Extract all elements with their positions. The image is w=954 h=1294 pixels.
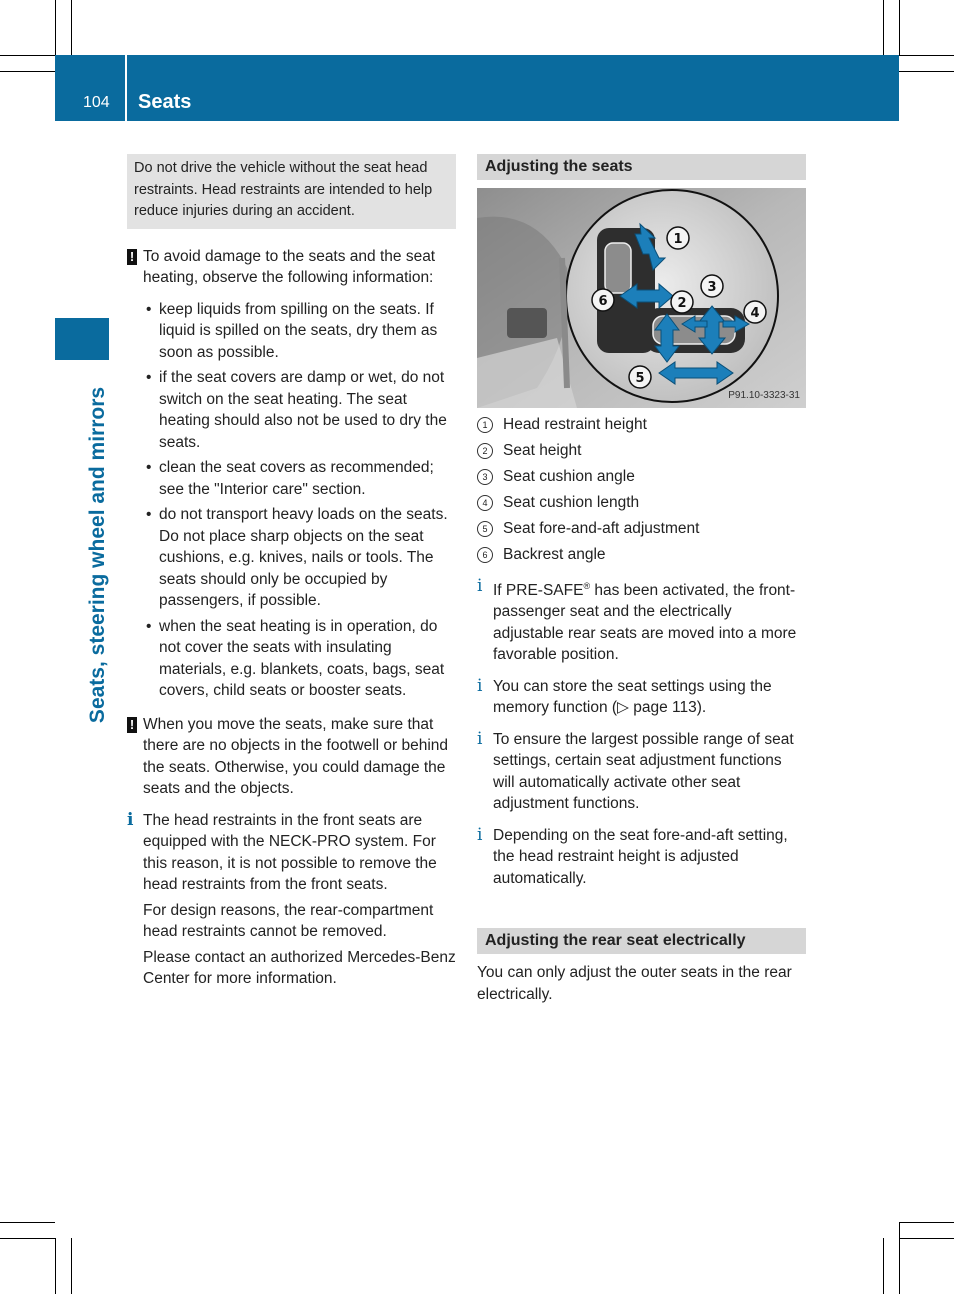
warning-box: Do not drive the vehicle without the seat head restraints. Head restraints are intended to help reduce injuries during an accident.	[127, 154, 456, 229]
list-item: • keep liquids from spilling on the seats. If liquid is spilled on the seats, dry them as soon as possible.	[127, 299, 456, 364]
crop-mark	[55, 1238, 56, 1294]
seat-controls-illustration	[477, 188, 806, 408]
warning-icon: !	[127, 717, 137, 733]
note-text: You can store the seat settings using the memory function (▷ page 113).	[493, 677, 772, 717]
legend-label: Seat cushion length	[503, 494, 640, 511]
bullet-list	[127, 299, 456, 702]
info-note	[127, 810, 456, 896]
left-column	[127, 154, 456, 994]
paragraph: You can only adjust the outer seats in the rear electrically.	[477, 964, 792, 1003]
crop-mark	[899, 1222, 954, 1223]
figure-legend	[477, 414, 806, 566]
note-text: When you move the seats, make sure that there are no objects in the footwell or behind the seats. Otherwise, you could damage the seats and the objects.	[143, 715, 449, 797]
info-note	[477, 576, 806, 666]
crop-mark	[899, 1222, 900, 1294]
info-icon: i	[477, 728, 483, 749]
svg-text:2: 2	[677, 296, 687, 311]
legend-number: 1	[477, 417, 493, 433]
crop-mark	[899, 1238, 954, 1239]
list-item	[477, 466, 806, 488]
crop-mark	[55, 0, 56, 55]
list-item: • clean the seat covers as recommended; see the "Interior care" section.	[127, 457, 456, 500]
legend-number: 5	[477, 521, 493, 537]
svg-text:3: 3	[707, 280, 717, 295]
warning-icon: !	[127, 249, 137, 265]
info-icon: i	[477, 824, 483, 845]
crop-mark	[899, 55, 954, 56]
figure-code: P91.10-3323-31	[728, 389, 800, 401]
info-note	[477, 825, 806, 890]
legend-label: Seat fore-and-aft adjustment	[503, 520, 700, 537]
list-item	[477, 518, 806, 540]
crop-mark	[0, 1222, 55, 1223]
crop-mark	[899, 71, 954, 72]
list-item: • do not transport heavy loads on the seats. Do not place sharp objects on the seat cushions, e.g. knives, nails or tools. The seats should only be occupied by passengers, if possible.	[127, 504, 456, 612]
svg-text:5: 5	[635, 371, 645, 386]
right-column	[477, 154, 806, 1005]
info-icon: i	[127, 809, 134, 830]
list-item	[477, 544, 806, 566]
side-tab-label: Seats, steering wheel and mirrors	[86, 386, 109, 724]
note-text: To avoid damage to the seats and the seat heating, observe the following information:	[143, 247, 436, 286]
legend-number: 6	[477, 547, 493, 563]
section-heading: Adjusting the seats	[477, 154, 806, 180]
legend-number: 4	[477, 495, 493, 511]
crop-mark	[883, 1238, 884, 1294]
note-text: To ensure the largest possible range of seat settings, certain seat adjustment functions will automatically activate other seat adjustment functions.	[493, 730, 794, 813]
side-tab-marker	[55, 318, 109, 360]
note-text: has been activated, the front-passenger seat and the electrically adjustable rear seats are moved into a more favorable position.	[493, 581, 797, 664]
crop-mark	[0, 55, 55, 56]
svg-text:1: 1	[673, 232, 683, 247]
paragraph: For design reasons, the rear-compartment head restraints cannot be removed.	[143, 901, 434, 940]
legend-label: Backrest angle	[503, 546, 606, 563]
legend-number: 2	[477, 443, 493, 459]
damage-note	[127, 246, 456, 289]
svg-text:4: 4	[750, 306, 760, 321]
note-text: The head restraints in the front seats are equipped with the NECK-PRO system. For this reason, it is not possible to remove the head restraints from the front seats.	[143, 811, 437, 893]
note-text: Depending on the seat fore-and-aft setting, the head restraint height is adjusted automatically.	[493, 826, 788, 887]
info-icon: i	[477, 575, 483, 596]
info-note	[477, 729, 806, 815]
crop-mark	[0, 1238, 55, 1239]
legend-number: 3	[477, 469, 493, 485]
damage-note	[127, 714, 456, 800]
crop-mark	[899, 0, 900, 55]
info-note	[477, 676, 806, 719]
paragraph: Please contact an authorized Mercedes-Benz Center for more information.	[143, 948, 456, 987]
page-number: 104	[83, 94, 110, 111]
list-item: • if the seat covers are damp or wet, do not switch on the seat heating. The seat heating should also not be used to dry the seats.	[127, 367, 456, 453]
seat-controls-figure	[477, 188, 806, 408]
crop-mark	[71, 0, 72, 55]
list-item: • when the seat heating is in operation, do not cover the seats with insulating materials, e.g. blankets, coats, bags, seat covers, child seats or booster seats.	[127, 616, 456, 702]
header-separator	[125, 55, 127, 121]
legend-label: Head restraint height	[503, 416, 647, 433]
crop-mark	[883, 0, 884, 55]
crop-mark	[71, 1238, 72, 1294]
legend-label: Seat height	[503, 442, 582, 459]
list-item	[477, 492, 806, 514]
legend-label: Seat cushion angle	[503, 468, 635, 485]
info-icon: i	[477, 675, 483, 696]
svg-text:6: 6	[598, 294, 608, 309]
registered-mark: ®	[583, 580, 591, 591]
section-heading: Adjusting the rear seat electrically	[477, 928, 806, 954]
note-text: If PRE-SAFE	[493, 581, 584, 599]
list-item	[477, 414, 806, 436]
crop-mark	[0, 71, 55, 72]
list-item	[477, 440, 806, 462]
page-title: Seats	[138, 91, 192, 113]
